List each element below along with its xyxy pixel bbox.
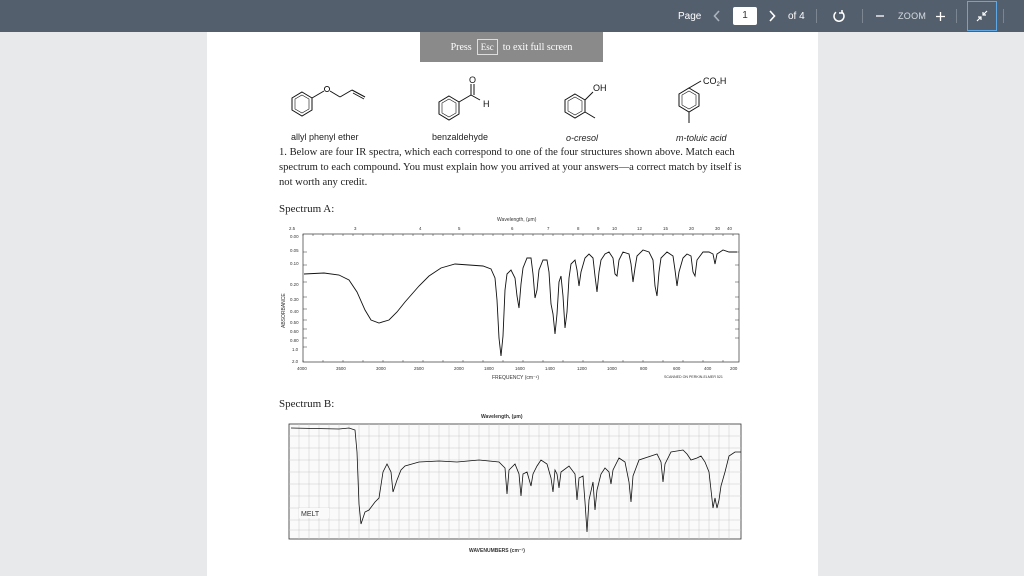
- spectrum-a-trace: [304, 250, 737, 356]
- spectrum-b-top-axis-title: Wavelength, (μm): [481, 414, 523, 420]
- chevron-left-icon: [713, 10, 721, 22]
- spectrum-b-heading: Spectrum B:: [279, 398, 335, 410]
- y-tick-label: 0.50: [290, 320, 299, 325]
- spectrum-a-y-ticks: [290, 234, 299, 364]
- y-tick-label: 0.00: [290, 234, 299, 239]
- structure-name: m-toluic acid: [676, 133, 727, 143]
- esc-key: Esc: [477, 39, 498, 55]
- x-tick-label: 1400: [545, 366, 555, 371]
- y-tick-label: 0.40: [290, 309, 299, 314]
- x-tick-label: 1200: [577, 366, 587, 371]
- y-tick-label: 2.0: [292, 359, 299, 364]
- zoom-out-button[interactable]: [874, 0, 886, 32]
- benzaldehyde-structure: [431, 76, 501, 126]
- rotate-button[interactable]: [830, 0, 848, 32]
- question-text: 1. Below are four IR spectra, which each correspond to one of the four structures shown above. Match each spectrum to each compound. You must explain how you arrived at your answers—a correct match by itself is not worth any credit.: [279, 147, 742, 188]
- next-page-button[interactable]: [765, 0, 779, 32]
- chevron-right-icon: [768, 10, 776, 22]
- page-count-label: of 4: [788, 10, 805, 22]
- carboxylic-acid-label: $CO_2H$: [703, 76, 727, 88]
- exit-fullscreen-button[interactable]: [967, 1, 997, 31]
- zoom-label: ZOOM: [898, 11, 927, 21]
- toolbar-divider: [862, 9, 863, 23]
- page-number-input[interactable]: 1: [733, 7, 757, 25]
- exit-fullscreen-icon: [976, 10, 988, 22]
- spectrum-b-chart: [279, 412, 745, 576]
- y-tick-label: 0.05: [290, 248, 299, 253]
- zoom-in-button[interactable]: [934, 0, 946, 32]
- x-tick-label: 800: [640, 366, 648, 371]
- top-tick-label: 7: [547, 226, 550, 231]
- x-tick-label: 3000: [376, 366, 386, 371]
- hydroxyl-label: OH: [593, 83, 607, 93]
- x-tick-label: 1000: [607, 366, 617, 371]
- spectrum-a-y-axis-title: ABSORBANCE: [281, 293, 287, 328]
- x-tick-label: 3500: [336, 366, 346, 371]
- spectrum-b-x-axis-title: WAVENUMBERS (cm⁻¹): [469, 548, 525, 554]
- hint-text-after: to exit full screen: [502, 41, 573, 53]
- x-tick-label: 1600: [515, 366, 525, 371]
- top-tick-label: 15: [663, 226, 668, 231]
- top-tick-label: 6: [511, 226, 514, 231]
- spectrum-a-plot-frame: [303, 234, 739, 362]
- viewer-toolbar: [0, 0, 1024, 32]
- structure-name: allyl phenyl ether: [291, 132, 359, 142]
- spectrum-a-y-tick-marks: [303, 252, 739, 347]
- x-tick-label: 4000: [297, 366, 307, 371]
- top-tick-label: 3: [354, 226, 357, 231]
- rotate-icon: [832, 9, 846, 23]
- spectrum-a-footer: SCANNED ON PERKIN-ELMER 521: [664, 375, 723, 379]
- top-tick-label: 10: [612, 226, 617, 231]
- top-tick-label: 4: [419, 226, 422, 231]
- spectrum-a-chart: [279, 216, 745, 386]
- toolbar-divider: [816, 9, 817, 23]
- o-cresol-structure: [557, 78, 627, 126]
- x-tick-label: 1800: [484, 366, 494, 371]
- y-tick-label: 0.10: [290, 261, 299, 266]
- top-tick-label: 20: [689, 226, 694, 231]
- document-page: [207, 32, 818, 576]
- y-tick-label: 1.0: [292, 347, 299, 352]
- hint-text-before: Press: [450, 41, 472, 53]
- toolbar-divider: [1003, 9, 1004, 23]
- allyl-phenyl-ether-structure: [287, 80, 379, 122]
- melt-annotation: MELT: [301, 511, 320, 518]
- x-tick-label: 600: [673, 366, 681, 371]
- y-tick-label: 0.30: [290, 297, 299, 302]
- x-tick-label: 2500: [414, 366, 424, 371]
- spectrum-a-x-ticks: [297, 366, 738, 371]
- spectrum-a-x-axis-title: FREQUENCY (cm⁻¹): [492, 375, 539, 381]
- spectrum-a-top-axis-title: Wavelength, (μm): [497, 217, 537, 223]
- top-tick-label: 8: [577, 226, 580, 231]
- page-label: Page: [678, 10, 702, 22]
- top-tick-label: 40: [727, 226, 732, 231]
- toolbar-divider: [956, 9, 957, 23]
- y-tick-label: 0.80: [290, 338, 299, 343]
- minus-icon: [875, 11, 885, 21]
- structure-name: benzaldehyde: [432, 132, 489, 142]
- previous-page-button[interactable]: [710, 0, 724, 32]
- x-tick-label: 2000: [454, 366, 464, 371]
- spectrum-a-heading: Spectrum A:: [279, 203, 335, 215]
- plus-icon: [935, 11, 946, 22]
- x-tick-label: 200: [730, 366, 738, 371]
- spectrum-a-top-ticks: [289, 226, 732, 231]
- y-tick-label: 0.20: [290, 282, 299, 287]
- top-tick-label: 5: [458, 226, 461, 231]
- x-tick-label: 400: [704, 366, 712, 371]
- carbonyl-oxygen-label: O: [469, 76, 477, 85]
- spectrum-b-plot-frame: [289, 424, 741, 539]
- top-tick-label: 12: [637, 226, 642, 231]
- top-tick-label: 30: [715, 226, 720, 231]
- m-toluic-acid-structure: [669, 72, 749, 136]
- top-tick-label: 2.5: [289, 226, 296, 231]
- structure-name: o-cresol: [566, 133, 599, 143]
- fullscreen-hint: [420, 32, 603, 62]
- aldehyde-hydrogen-label: H: [483, 99, 490, 109]
- y-tick-label: 0.60: [290, 329, 299, 334]
- top-tick-label: 9: [597, 226, 600, 231]
